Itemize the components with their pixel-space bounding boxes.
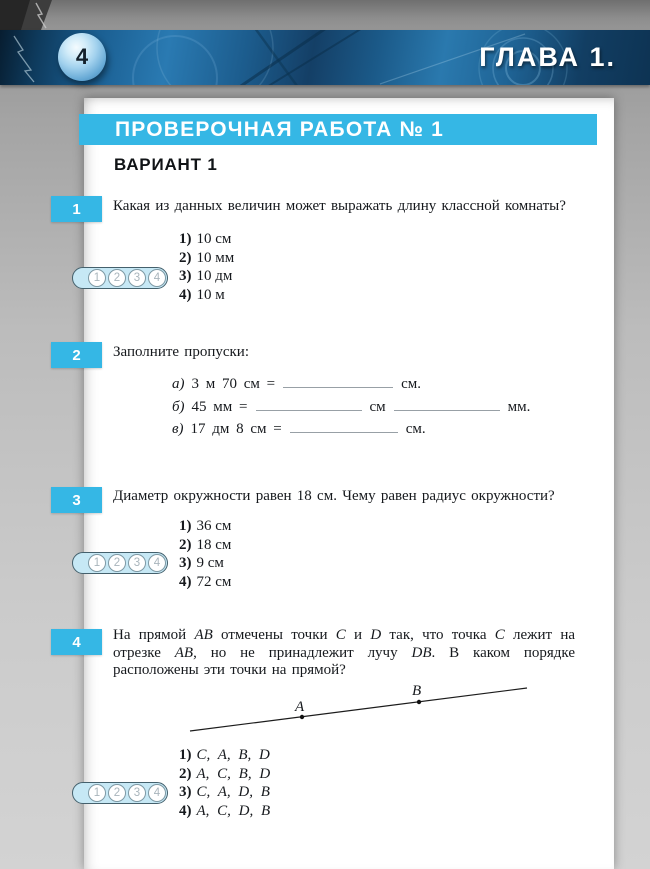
option-item [179, 554, 231, 573]
question-2-number-badge [51, 342, 102, 368]
question-3-number-badge [51, 487, 102, 513]
fill-expression: 17 дм 8 см = [190, 421, 282, 437]
answer-bubble-4[interactable]: 4 [148, 784, 166, 802]
question-number: 3 [72, 491, 81, 509]
fill-expression: 3 м 70 см = [191, 376, 276, 392]
question-3-options [179, 517, 231, 591]
option-value: C, A, D, B [196, 784, 270, 801]
worksheet-title-banner [79, 114, 597, 145]
text-part-italic: AB [174, 644, 194, 661]
fill-label: в) [172, 421, 184, 437]
question-number: 2 [72, 346, 81, 364]
option-item [179, 746, 270, 765]
answer-bubble-2[interactable]: 2 [108, 269, 126, 287]
fill-row-v [172, 419, 530, 437]
point-label-b: B [412, 683, 422, 699]
option-number: 1) [179, 747, 192, 763]
line-figure [184, 678, 532, 741]
option-value: 10 дм [196, 268, 233, 285]
option-number: 2) [179, 536, 192, 553]
text-part: . В каком порядке расположены эти точки на прямой? [113, 644, 575, 678]
option-item [179, 573, 231, 592]
answer-bubble-4[interactable]: 4 [148, 269, 166, 287]
option-value: 10 см [196, 231, 232, 247]
option-number: 3) [179, 784, 192, 801]
text-part: На прямой [113, 627, 195, 643]
option-number: 2) [179, 249, 192, 266]
option-value: 18 см [196, 536, 232, 553]
question-4-text [113, 627, 575, 680]
question-4-number-badge [51, 629, 102, 655]
answer-bubble-2[interactable]: 2 [108, 784, 126, 802]
answer-bubble-1[interactable]: 1 [88, 784, 106, 802]
option-number: 1) [179, 518, 192, 534]
unit-label: мм. [507, 398, 531, 415]
option-item [179, 230, 234, 249]
point-dot-a [300, 715, 304, 719]
unit-label: см [369, 398, 386, 415]
option-value: A, C, D, B [196, 802, 271, 819]
point-label-a: A [295, 699, 305, 715]
text-part: отмечены точки [212, 627, 336, 643]
option-item [179, 783, 270, 802]
fill-label: б) [172, 398, 185, 415]
variant-heading: ВАРИАНТ 1 [114, 155, 218, 174]
option-item [179, 286, 234, 305]
question-1-answer-pill [72, 267, 168, 289]
question-1-options [179, 230, 234, 304]
option-number: 3) [179, 268, 192, 285]
question-2-fill-rows [172, 374, 530, 442]
text-part-italic: D [370, 627, 382, 643]
question-4-answer-pill [72, 782, 168, 804]
text-part: и [345, 627, 371, 643]
option-value: C, A, B, D [196, 747, 270, 763]
top-gray-strip [0, 0, 650, 30]
option-number: 2) [179, 765, 192, 782]
answer-bubble-1[interactable]: 1 [88, 554, 106, 572]
option-value: 72 см [196, 573, 232, 590]
fill-row-a [172, 374, 530, 392]
option-item [179, 517, 231, 536]
option-item [179, 249, 234, 268]
question-2-text: Заполните пропуски: [113, 344, 250, 360]
unit-label: см. [405, 421, 426, 437]
question-number: 4 [72, 633, 81, 651]
option-value: 36 см [196, 518, 232, 534]
fill-blank[interactable] [394, 397, 500, 411]
option-value: 10 м [196, 286, 225, 303]
line-ab-figure [184, 678, 532, 736]
option-number: 4) [179, 286, 192, 303]
fill-blank[interactable] [256, 397, 362, 411]
fill-expression: 45 мм = [191, 398, 248, 415]
option-number: 1) [179, 231, 192, 247]
worksheet-page [72, 98, 614, 869]
question-3-text: Диаметр окружности равен 18 см. Чему равен радиус окружности? [113, 488, 555, 504]
question-1-number-badge [51, 196, 102, 222]
text-part: , но не принадлежит лучу [193, 644, 412, 661]
option-value: 9 см [196, 555, 224, 572]
option-item [179, 536, 231, 555]
point-dot-b [417, 700, 421, 704]
question-number: 1 [72, 200, 81, 218]
option-item [179, 802, 270, 821]
fill-blank[interactable] [283, 374, 393, 388]
text-part: так, что точка [381, 627, 495, 643]
answer-bubble-4[interactable]: 4 [148, 554, 166, 572]
option-number: 4) [179, 573, 192, 590]
option-number: 4) [179, 802, 192, 819]
option-value: A, C, B, D [196, 765, 271, 782]
question-4-options [179, 746, 270, 820]
text-part-italic: C [494, 627, 505, 643]
option-value: 10 мм [196, 249, 235, 266]
page-number-badge [58, 33, 106, 81]
unit-label: см. [401, 376, 422, 392]
text-part-italic: C [335, 627, 346, 643]
answer-bubble-3[interactable]: 3 [128, 784, 146, 802]
option-number: 3) [179, 555, 192, 572]
answer-bubble-2[interactable]: 2 [108, 554, 126, 572]
worksheet-title: ПРОВЕРОЧНАЯ РАБОТА № 1 [115, 117, 444, 141]
page-number: 4 [75, 44, 89, 69]
answer-bubble-3[interactable]: 3 [128, 554, 146, 572]
fill-blank[interactable] [290, 419, 398, 433]
fill-label: а) [172, 376, 185, 392]
chapter-label: ГЛАВА 1. [479, 42, 616, 72]
option-item [179, 267, 234, 286]
question-1-text: Какая из данных величин может выражать длину классной комнаты? [113, 198, 566, 214]
text-part-italic: AB [194, 627, 213, 643]
answer-bubble-3[interactable]: 3 [128, 269, 146, 287]
text-part-italic: DB [411, 644, 432, 661]
line-ab [190, 688, 527, 731]
answer-bubble-1[interactable]: 1 [88, 269, 106, 287]
text-part: лежит на отрезке [113, 627, 576, 661]
chapter-banner [0, 30, 650, 85]
fill-row-b [172, 397, 530, 415]
corner-lightning-decoration [0, 0, 90, 30]
question-3-answer-pill [72, 552, 168, 574]
option-item [179, 765, 270, 784]
